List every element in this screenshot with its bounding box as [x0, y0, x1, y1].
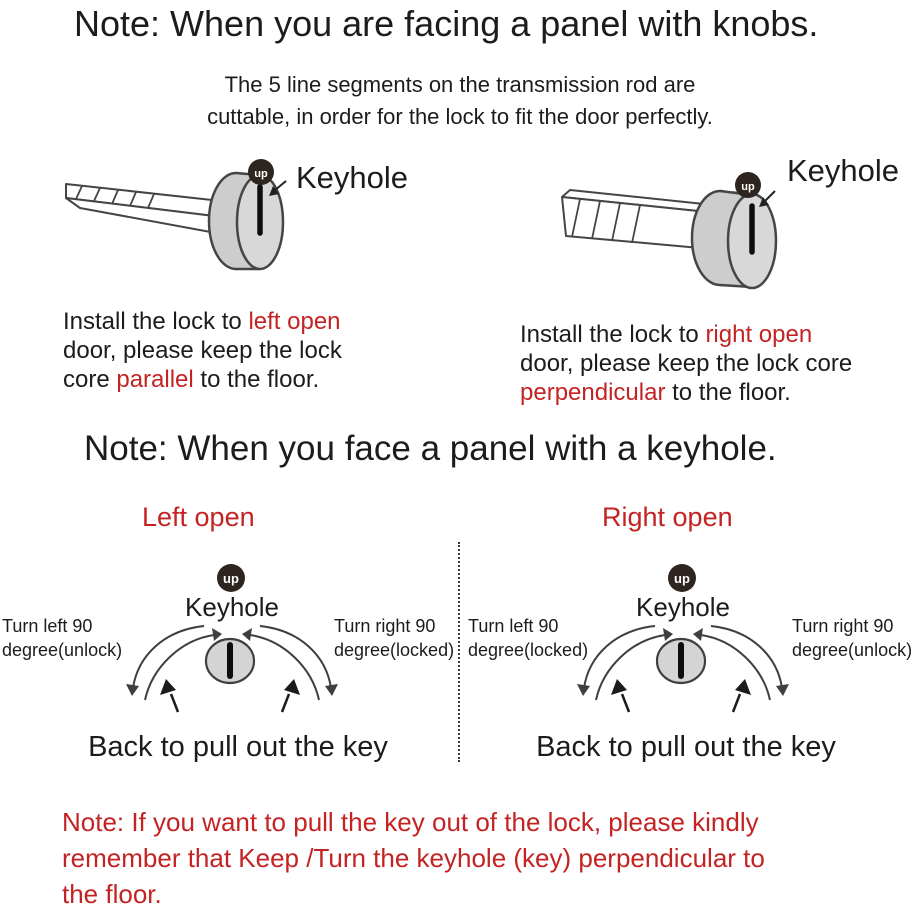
up-badge-label: up	[254, 168, 268, 180]
install-text-black: door, please keep the lock core	[520, 350, 853, 377]
turn-label-line: Turn left 90	[468, 616, 559, 636]
subtitle-line1: The 5 line segments on the transmission rod are	[224, 72, 696, 97]
turn-label-line: degree(unlock)	[2, 640, 123, 660]
left-back-text: Back to pull out the key	[88, 731, 388, 763]
footer-note	[62, 804, 882, 906]
right-keyhole-label: Keyhole	[787, 153, 900, 188]
left-diagram-turn-right-label	[334, 614, 464, 662]
turn-label-line: Turn left 90	[2, 616, 93, 636]
knob-panel-subtitle	[150, 69, 770, 133]
turn-label-line: Turn right 90	[334, 616, 436, 636]
install-text-red: right open	[705, 321, 813, 348]
right-install-text	[520, 320, 880, 407]
right-diagram-turn-right-label	[792, 614, 915, 662]
turn-label-line: degree(locked)	[468, 640, 589, 660]
install-text-black: core	[63, 366, 117, 393]
left-turn-diagram	[118, 614, 346, 722]
knob-panel-title: Note: When you are facing a panel with knobs.	[74, 3, 819, 44]
left-open-heading: Left open	[142, 502, 255, 532]
install-text-red: parallel	[116, 366, 194, 393]
footer-note-line1: Note: If you want to pull the key out of the lock, please kindly	[62, 807, 759, 837]
up-badge-label: up	[223, 570, 239, 586]
keyhole-panel-title: Note: When you face a panel with a keyhole.	[84, 429, 777, 468]
right-diagram-keyhole-label: Keyhole	[636, 592, 730, 622]
right-diagram-turn-left-label	[468, 614, 603, 662]
left-diagram-keyhole-label: Keyhole	[185, 592, 279, 622]
install-text-black: Install the lock to	[63, 308, 249, 335]
right-turn-diagram	[569, 614, 797, 722]
right-back-text: Back to pull out the key	[536, 731, 836, 763]
turn-label-line: degree(locked)	[334, 640, 455, 660]
install-text-black: Install the lock to	[520, 321, 706, 348]
left-install-text	[63, 307, 383, 394]
footer-note-line3: the floor.	[62, 879, 162, 906]
install-text-black: to the floor.	[193, 366, 320, 393]
install-text-red: left open	[248, 308, 341, 335]
up-badge-icon	[668, 564, 696, 592]
install-text-black: to the floor.	[665, 379, 791, 406]
footer-note-line2: remember that Keep /Turn the keyhole (key) perpendicular to	[62, 843, 765, 873]
up-badge-label: up	[741, 181, 755, 193]
turn-label-line: degree(unlock)	[792, 640, 913, 660]
up-badge-label: up	[674, 570, 690, 586]
left-diagram-turn-left-label	[2, 614, 137, 662]
subtitle-line2: cuttable, in order for the lock to fit the door perfectly.	[207, 104, 713, 129]
left-keyhole-label: Keyhole	[296, 160, 409, 195]
keyhole-pointer-arrow	[764, 191, 775, 202]
up-badge-icon	[217, 564, 245, 592]
install-text-black: door, please keep the lock	[63, 337, 342, 364]
right-open-heading: Right open	[602, 502, 733, 532]
turn-label-line: Turn right 90	[792, 616, 894, 636]
install-text-red: perpendicular	[520, 379, 666, 406]
